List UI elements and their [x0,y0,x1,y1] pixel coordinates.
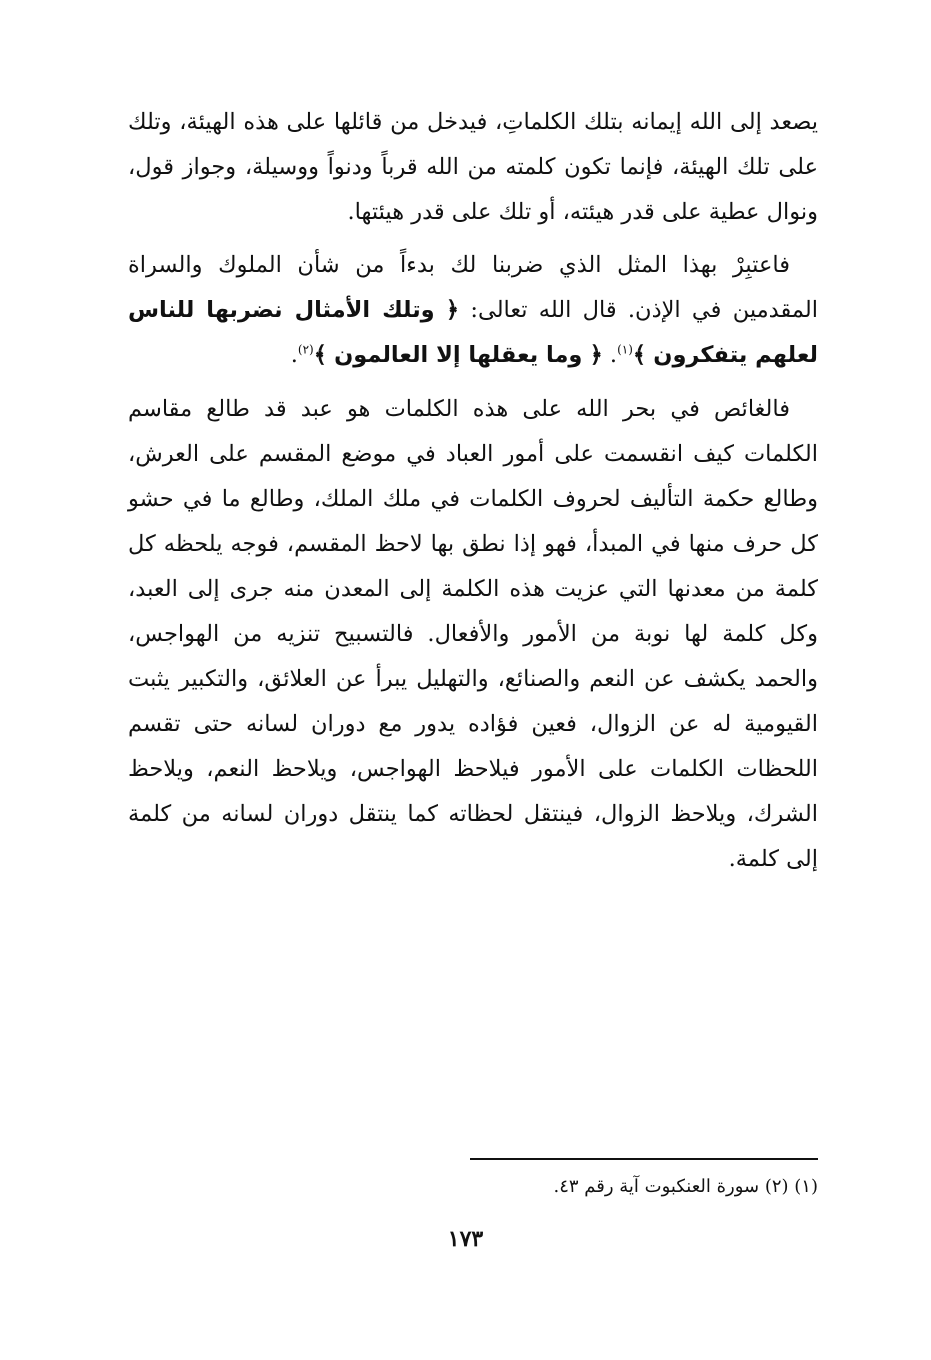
quran-verse-2: وما يعقلها إلا العالمون [334,342,583,368]
footnote-ref-1: (١) [617,342,633,357]
footnote-divider [470,1158,818,1160]
verse-separator: . [609,342,618,368]
ornate-bracket-close: ﴾ [632,342,647,368]
footnote: (١) (٢) سورة العنكبوت آية رقم ٤٣. [553,1176,818,1197]
ornate-bracket-close: ﴾ [313,342,327,368]
ornate-bracket-open: ﴿ [445,297,460,323]
paragraph-1: يصعد إلى الله إيمانه بتلك الكلماتِ، فيدخل من قائلها على هذه الهيئة، وتلك على تلك الهيئة، فإنما تكون كلمته من الله قرباً ودنواً ووسيلة، وجواز قول، ونوال عطية على قدر هيئته، أو تلك على قدر هيئتها. [128,109,818,225]
page-number: ١٧٣ [447,1226,484,1252]
paragraph-2-end: . [290,342,298,368]
paragraph-2-intro: فاعتبِرْ بهذا المثل الذي ضربنا لك بدءاً من شأن الملوك والسراة المقدمين في الإذن. قال الله تعالى: [128,252,818,323]
paragraph-2 [128,243,818,378]
paragraph-3: فالغائص في بحر الله على هذه الكلمات هو عبد قد طالع مقاسم الكلمات كيف انقسمت على أمور العباد في موضع المقسم على العرش، وطالع حكمة التأليف لحروف الكلمات في ملك الملك، وطالع ما في حشو كل حرف منها في المبدأ، فهو إذا نطق بها لاحظ المقسم، فوجه يلحظه كل كلمة من معدنها التي عزيت هذه الكلمة إلى المعدن منه جرى إلى العبد، وكل كلمة لها نوبة من الأمور والأفعال. فالتسبيح تنزيه من الهواجس، والحمد يكشف عن النعم والصنائع، والتهليل يبرأ عن العلائق، والتكبير يثبت القيومية له عن الزوال، فعين فؤاده يدور مع دوران لسانه حتى تقسم اللحظات الكلمات على الأمور فيلاحظ الهواجس، ويلاحظ النعم، ويلاحظ الشرك، ويلاحظ الزوال، فينتقل لحظاته كما ينتقل دوران لسانه من كلمة إلى كلمة. [128,396,818,872]
quran-verse-1: وتلك الأمثال نضربها للناس لعلهم يتفكرون [128,297,818,368]
footnote-ref-2: (٢) [297,342,314,357]
ornate-bracket-open: ﴿ [589,342,603,368]
